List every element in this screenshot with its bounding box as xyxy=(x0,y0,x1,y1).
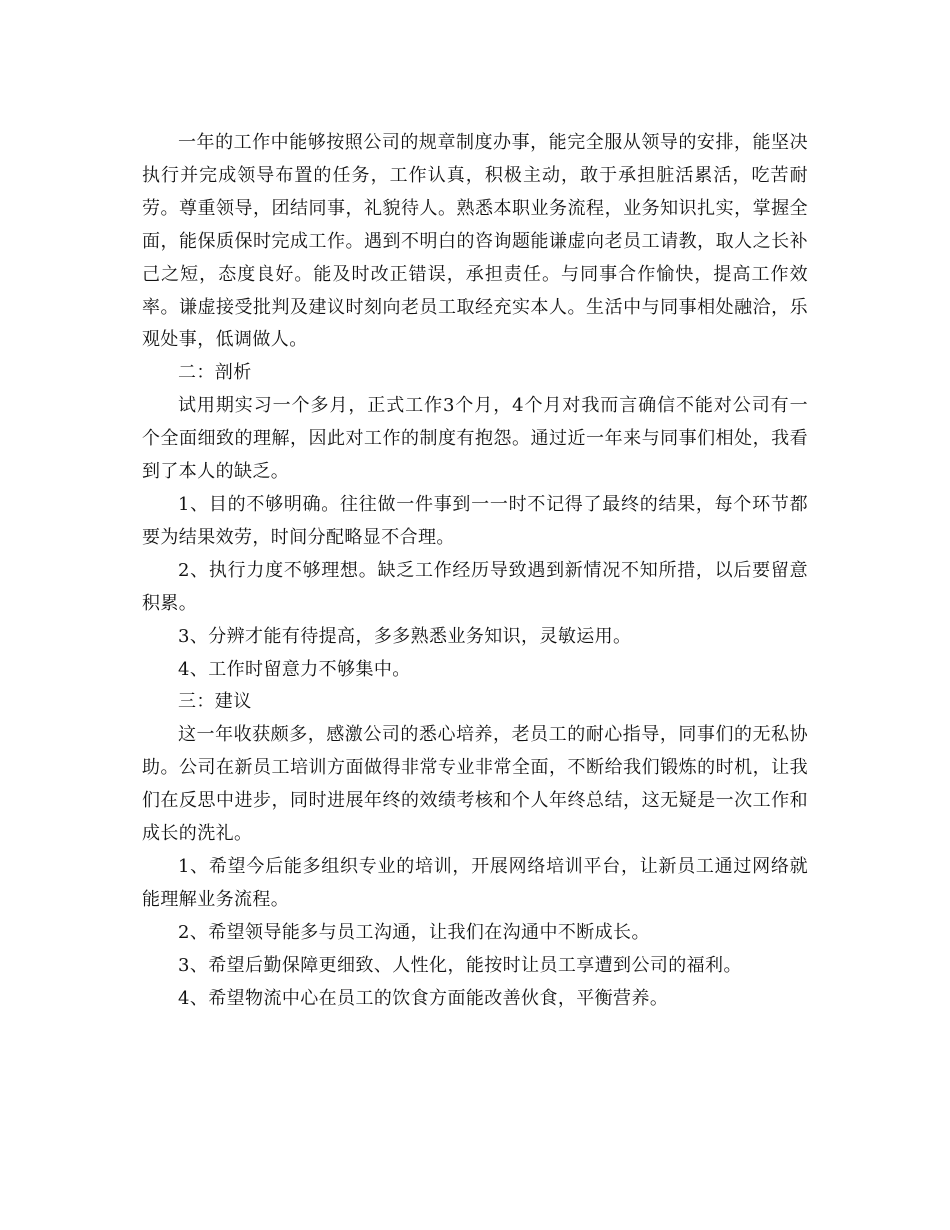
suggestion-item-3: 3、希望后勤保障更细致、人性化，能按时让员工享遭到公司的福利。 xyxy=(178,954,742,976)
paragraph-work-attitude: 一年的工作中能够按照公司的规章制度办事，能完全服从领导的安排，能坚决执行并完成领导布置的任务，工作认真，积极主动，敢于承担脏活累活，吃苦耐劳。尊重领导，团结同事，礼貌待人。熟悉本职业务流程，业务知识扎实，掌握全面，能保质保时完成工作。遇到不明白的咨询题能谦虚向老员工请教，取人之长补己之短，态度良好。能及时改正错误，承担责任。与同事合作愉快，提高工作效率。谦虚接受批判及建议时刻向老员工取经充实本人。生活中与同事相处融洽，乐观处事，低调做人。 xyxy=(142,132,808,351)
analysis-item-1: 1、目的不够明确。往往做一件事到一一时不记得了最终的结果，每个环节都要为结果效劳，时间分配略显不合理。 xyxy=(142,493,808,548)
paragraph-analysis-intro: 试用期实习一个多月，正式工作3个月，4个月对我而言确信不能对公司有一个全面细致的理解，因此对工作的制度有抱怨。通过近一年来与同事们相处，我看到了本人的缺乏。 xyxy=(142,395,808,483)
section-heading-suggestions: 三：建议 xyxy=(178,691,252,713)
suggestion-item-2: 2、希望领导能多与员工沟通，让我们在沟通中不断成长。 xyxy=(178,921,650,943)
analysis-item-2: 2、执行力度不够理想。缺乏工作经历导致遇到新情况不知所措，以后要留意积累。 xyxy=(142,559,808,614)
analysis-item-3: 3、分辨才能有待提高，多多熟悉业务知识，灵敏运用。 xyxy=(178,625,632,647)
paragraph-suggestions-intro: 这一年收获颇多，感激公司的悉心培养，老员工的耐心指导，同事们的无私协助。公司在新员工培训方面做得非常专业非常全面，不断给我们锻炼的时机，让我们在反思中进步，同时进展年终的效绩考核和个人年终总结，这无疑是一次工作和成长的洗礼。 xyxy=(142,724,808,845)
suggestion-item-4: 4、希望物流中心在员工的饮食方面能改善伙食，平衡营养。 xyxy=(178,987,669,1009)
analysis-item-4: 4、工作时留意力不够集中。 xyxy=(178,658,411,680)
section-heading-analysis: 二：剖析 xyxy=(178,362,252,384)
document-body xyxy=(142,127,808,1015)
suggestion-item-1: 1、希望今后能多组织专业的培训，开展网络培训平台，让新员工通过网络就能理解业务流程。 xyxy=(142,855,808,910)
